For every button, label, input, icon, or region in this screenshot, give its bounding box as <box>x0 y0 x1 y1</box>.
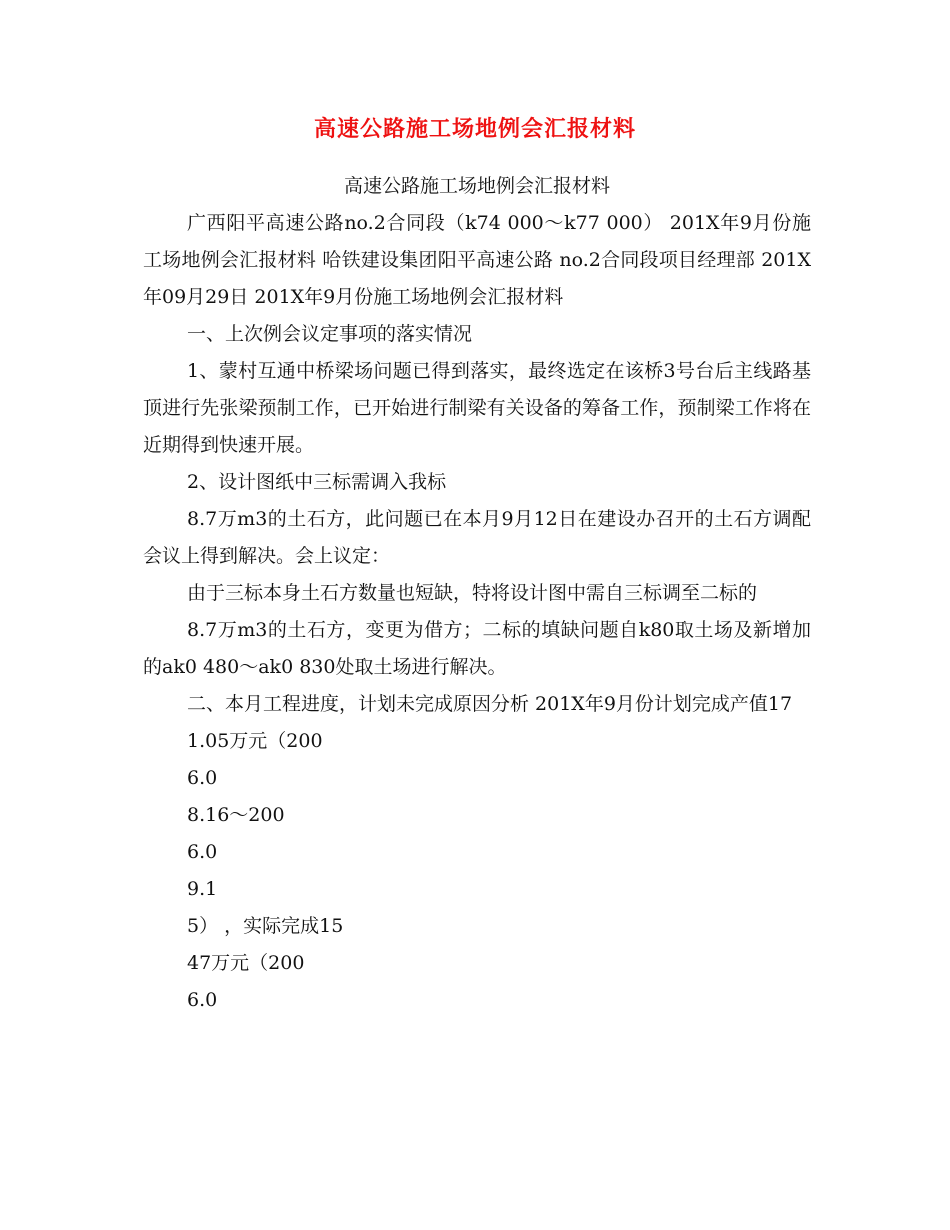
section-heading: 二、本月工程进度，计划未完成原因分析 201X年9月份计划完成产值17 <box>187 693 793 715</box>
body-paragraph: 8.7万m3的土石方，此问题已在本月9月12日在建设办召开的土石方调配会议上得到解决。会上议定： <box>143 508 811 567</box>
body-paragraph: 9.1 <box>187 878 218 900</box>
body-paragraph: 6.0 <box>187 841 218 863</box>
body-paragraph: 1、蒙村互通中桥梁场问题已得到落实，最终选定在该桥3号台后主线路基顶进行先张梁预制工作，已开始进行制梁有关设备的筹备工作，预制梁工作将在近期得到快速开展。 <box>143 360 811 456</box>
body-paragraph: 47万元（200 <box>187 952 305 974</box>
body-paragraph: 2、设计图纸中三标需调入我标 <box>187 471 447 493</box>
body-paragraph: 6.0 <box>187 989 218 1011</box>
body-paragraph: 1.05万元（200 <box>187 730 323 752</box>
intro-paragraph: 广西阳平高速公路no.2合同段（k74 000～k77 000） 201X年9月份施工场地例会汇报材料 哈铁建设集团阳平高速公路 no.2合同段项目经理部 201X年09月29日 201X年9月份施工场地例会汇报材料 <box>143 212 811 308</box>
section-heading: 一、上次例会议定事项的落实情况 <box>187 323 473 345</box>
document-title: 高速公路施工场地例会汇报材料 <box>313 116 636 142</box>
body-paragraph: 5） ，实际完成15 <box>187 915 344 937</box>
body-paragraph: 由于三标本身土石方数量也短缺，特将设计图中需自三标调至二标的 <box>187 582 758 604</box>
body-paragraph: 8.16～200 <box>187 804 285 826</box>
subtitle-paragraph: 高速公路施工场地例会汇报材料 <box>343 175 610 197</box>
body-paragraph: 6.0 <box>187 767 218 789</box>
body-paragraph: 8.7万m3的土石方，变更为借方；二标的填缺问题自k80取土场及新增加的ak0 480～ak0 830处取土场进行解决。 <box>143 619 811 678</box>
document-body <box>143 168 811 1019</box>
